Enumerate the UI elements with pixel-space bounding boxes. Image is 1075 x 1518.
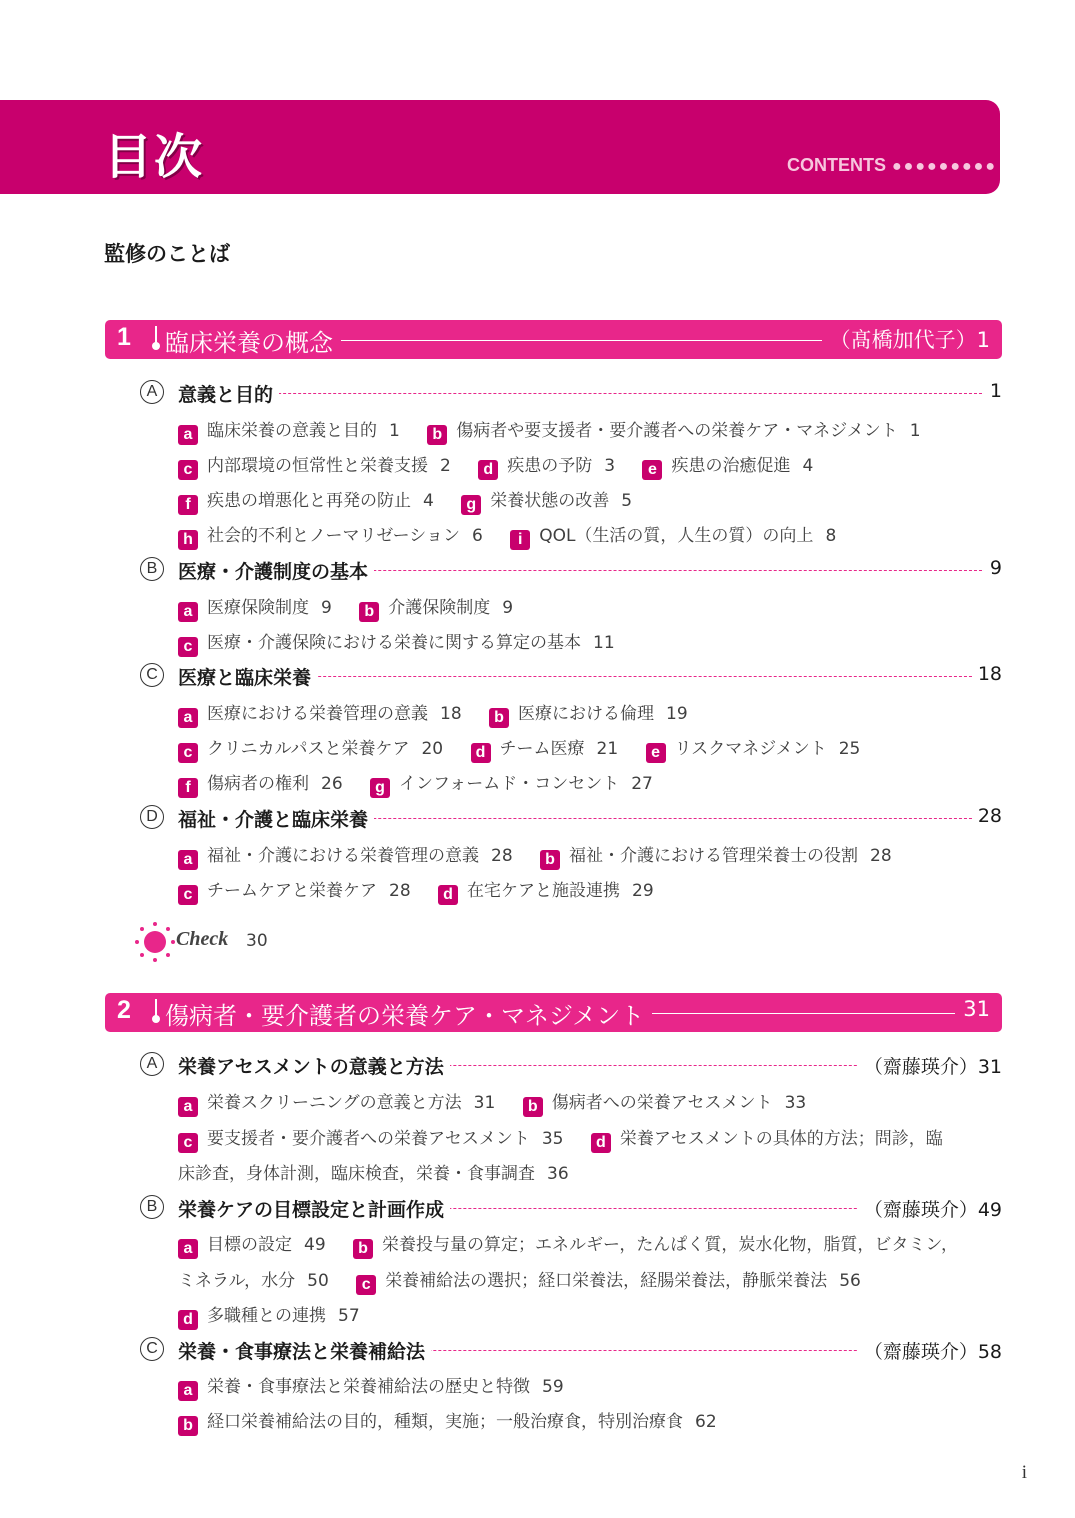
toc-row (178, 521, 858, 550)
toc-row (178, 1372, 586, 1401)
section-page: 28 (972, 805, 1002, 827)
item-badge-icon: b (489, 708, 509, 728)
toc-item[interactable]: d 疾患の予防 3 (478, 451, 615, 480)
item-badge-icon: a (178, 1239, 198, 1259)
toc-item[interactable]: a 栄養スクリーニングの意義と方法 31 (178, 1088, 495, 1117)
item-badge-icon: d (471, 743, 491, 763)
toc-item-continuation[interactable]: 床診査，身体計測，臨床検査，栄養・食事調査 36 (178, 1164, 569, 1184)
sun-ray (171, 940, 175, 944)
chapter-marker-icon (155, 999, 157, 1021)
toc-item[interactable]: b 医療における倫理 19 (489, 699, 688, 728)
toc-row (178, 593, 535, 622)
item-badge-icon: c (356, 1275, 376, 1295)
section-title: 栄養ケアの目標設定と計画作成 (178, 1195, 450, 1222)
section-title: 栄養・食事療法と栄養補給法 (178, 1337, 431, 1364)
toc-row (178, 451, 835, 480)
section-header[interactable] (140, 380, 1002, 406)
section-author-page: （齋藤瑛介）31 (858, 1052, 1002, 1079)
check-page: 30 (246, 931, 268, 951)
item-badge-icon: f (178, 495, 198, 515)
item-badge-icon: g (461, 495, 481, 515)
section-letter-icon: C (140, 1337, 164, 1361)
item-badge-icon: d (178, 1310, 198, 1330)
item-badge-icon: b (427, 425, 447, 445)
item-badge-icon: d (438, 885, 458, 905)
page-title: 目次 (104, 129, 205, 185)
toc-row (178, 1301, 382, 1330)
section-header[interactable] (140, 663, 1002, 689)
toc-item[interactable]: b 経口栄養補給法の目的，種類，実施；一般治療食，特別治療食 62 (178, 1407, 717, 1436)
chapter-marker-icon (155, 326, 157, 348)
toc-row (178, 416, 943, 445)
section-letter-icon: D (140, 805, 164, 829)
section-header[interactable] (140, 805, 1002, 831)
item-badge-icon: h (178, 530, 198, 550)
item-badge-icon: b (359, 602, 379, 622)
dotted-leader (178, 393, 1002, 394)
toc-item[interactable]: a 医療保険制度 9 (178, 593, 332, 622)
toc-row (178, 734, 882, 763)
toc-row (178, 628, 637, 657)
section-author-page: （齋藤瑛介）58 (858, 1337, 1002, 1364)
toc-item[interactable]: c 要支援者・要介護者への栄養アセスメント 35 (178, 1124, 563, 1153)
toc-row (178, 1266, 883, 1295)
section-header[interactable] (140, 1195, 1002, 1221)
item-badge-icon: a (178, 850, 198, 870)
item-badge-icon: e (642, 460, 662, 480)
item-badge-icon: b (523, 1097, 543, 1117)
item-badge-icon: d (591, 1133, 611, 1153)
section-title: 意義と目的 (178, 380, 279, 407)
chapter-author-page: （髙橋加代子）1 (822, 324, 990, 354)
contents-label (787, 155, 997, 176)
item-badge-icon: c (178, 743, 198, 763)
item-badge-icon: a (178, 708, 198, 728)
section-page: 9 (984, 557, 1002, 579)
sun-ray (140, 927, 144, 931)
toc-item[interactable]: g インフォームド・コンセント 27 (370, 769, 653, 798)
item-badge-icon: f (178, 778, 198, 798)
section-letter-icon: B (140, 1195, 164, 1219)
toc-item[interactable]: e リスクマネジメント 25 (646, 734, 861, 763)
sun-ray (140, 953, 144, 957)
section-header[interactable] (140, 557, 1002, 583)
chapter-title: 臨床栄養の概念 (165, 323, 341, 358)
toc-item[interactable]: a 医療における栄養管理の意義 18 (178, 699, 462, 728)
toc-item[interactable]: d 多職種との連携 57 (178, 1301, 360, 1330)
toc-row (178, 1230, 980, 1259)
toc-row (178, 769, 675, 798)
section-letter-icon: A (140, 380, 164, 404)
item-badge-icon: c (178, 460, 198, 480)
item-badge-icon: b (540, 850, 560, 870)
toc-item[interactable]: b 介護保険制度 9 (359, 593, 513, 622)
sun-ray (166, 927, 170, 931)
item-badge-icon: c (178, 1133, 198, 1153)
chapter-title: 傷病者・要介護者の栄養ケア・マネジメント (165, 996, 652, 1031)
sun-ray (135, 940, 139, 944)
item-badge-icon: a (178, 1381, 198, 1401)
section-title: 医療・介護制度の基本 (178, 557, 374, 584)
section-header[interactable] (140, 1052, 1002, 1078)
toc-item[interactable]: c チームケアと栄養ケア 28 (178, 876, 411, 905)
toc-item[interactable]: d チーム医療 21 (471, 734, 619, 763)
toc-item[interactable]: c 医療・介護保険における栄養に関する算定の基本 11 (178, 628, 615, 657)
toc-row (178, 876, 676, 905)
toc-item[interactable]: d 在宅ケアと施設連携 29 (438, 876, 654, 905)
chapter-number: 2 (117, 996, 131, 1024)
section-author-page: （齋藤瑛介）49 (858, 1195, 1002, 1222)
toc-row (178, 1088, 828, 1117)
item-badge-icon: e (646, 743, 666, 763)
check-sun-icon (144, 931, 166, 953)
section-title: 栄養アセスメントの意義と方法 (178, 1052, 450, 1079)
section-page: 18 (972, 663, 1002, 685)
toc-item[interactable]: b 傷病者や要支援者・要介護者への栄養ケア・マネジメント 1 (427, 416, 920, 445)
toc-row (178, 841, 914, 870)
toc-row (178, 1124, 965, 1153)
item-badge-icon: b (353, 1239, 373, 1259)
toc-item[interactable]: d 栄養アセスメントの具体的方法；問診，臨 (591, 1124, 943, 1153)
toc-item[interactable]: e 疾患の治癒促進 4 (642, 451, 813, 480)
item-badge-icon: a (178, 602, 198, 622)
toc-item[interactable]: b 福祉・介護における管理栄養士の役割 28 (540, 841, 892, 870)
toc-row (178, 699, 710, 728)
item-badge-icon: g (370, 778, 390, 798)
item-badge-icon: d (478, 460, 498, 480)
toc-item[interactable]: b 栄養投与量の算定；エネルギー，たんぱく質，炭水化物，脂質，ビタミン， (353, 1230, 958, 1259)
item-badge-icon: b (178, 1416, 198, 1436)
toc-item[interactable]: f 疾患の増悪化と再発の防止 4 (178, 486, 434, 515)
section-title: 福祉・介護と臨床栄養 (178, 805, 374, 832)
toc-item[interactable]: h 社会的不利とノーマリゼーション 6 (178, 521, 483, 550)
toc-item[interactable]: g 栄養状態の改善 5 (461, 486, 632, 515)
section-header[interactable] (140, 1337, 1002, 1363)
toc-row (178, 486, 654, 515)
chapter-author-page: 31 (955, 997, 990, 1021)
section-letter-icon: B (140, 557, 164, 581)
chapter-header[interactable] (105, 993, 1002, 1032)
page-number: i (1021, 1462, 1027, 1483)
contents-dots: ●●●●●●●●● (892, 158, 997, 175)
toc-item[interactable]: a 目標の設定 49 (178, 1230, 326, 1259)
toc-item[interactable]: c 栄養補給法の選択；経口栄養法，経腸栄養法，静脈栄養法 56 (356, 1266, 861, 1295)
chapter-number: 1 (117, 323, 131, 351)
section-letter-icon: A (140, 1052, 164, 1076)
toc-item[interactable]: c 内部環境の恒常性と栄養支援 2 (178, 451, 451, 480)
toc-item-continuation[interactable]: ミネラル，水分 50 (178, 1271, 329, 1291)
toc-row (178, 1407, 739, 1436)
toc-item[interactable]: a 栄養・食事療法と栄養補給法の歴史と特徴 59 (178, 1372, 564, 1401)
section-title: 医療と臨床栄養 (178, 663, 317, 690)
toc-item[interactable]: i QOL（生活の質，人生の質）の向上 8 (510, 521, 836, 550)
section-letter-icon: C (140, 663, 164, 687)
contents-word: CONTENTS (787, 155, 887, 175)
item-badge-icon: c (178, 885, 198, 905)
preface-link[interactable]: 監修のことば (104, 242, 230, 266)
section-page: 1 (984, 380, 1002, 402)
sun-ray (166, 953, 170, 957)
toc-item[interactable]: f 傷病者の権利 26 (178, 769, 343, 798)
item-badge-icon: a (178, 1097, 198, 1117)
chapter-header[interactable] (105, 320, 1002, 359)
toc-item[interactable]: c クリニカルパスと栄養ケア 20 (178, 734, 443, 763)
sun-ray (153, 922, 157, 926)
item-badge-icon: i (510, 530, 530, 550)
toc-item[interactable]: b 傷病者への栄養アセスメント 33 (523, 1088, 806, 1117)
toc-item[interactable]: a 福祉・介護における栄養管理の意義 28 (178, 841, 513, 870)
item-badge-icon: c (178, 637, 198, 657)
item-badge-icon: a (178, 425, 198, 445)
check-label: Check (176, 928, 229, 950)
toc-item[interactable]: a 臨床栄養の意義と目的 1 (178, 416, 400, 445)
sun-ray (153, 958, 157, 962)
